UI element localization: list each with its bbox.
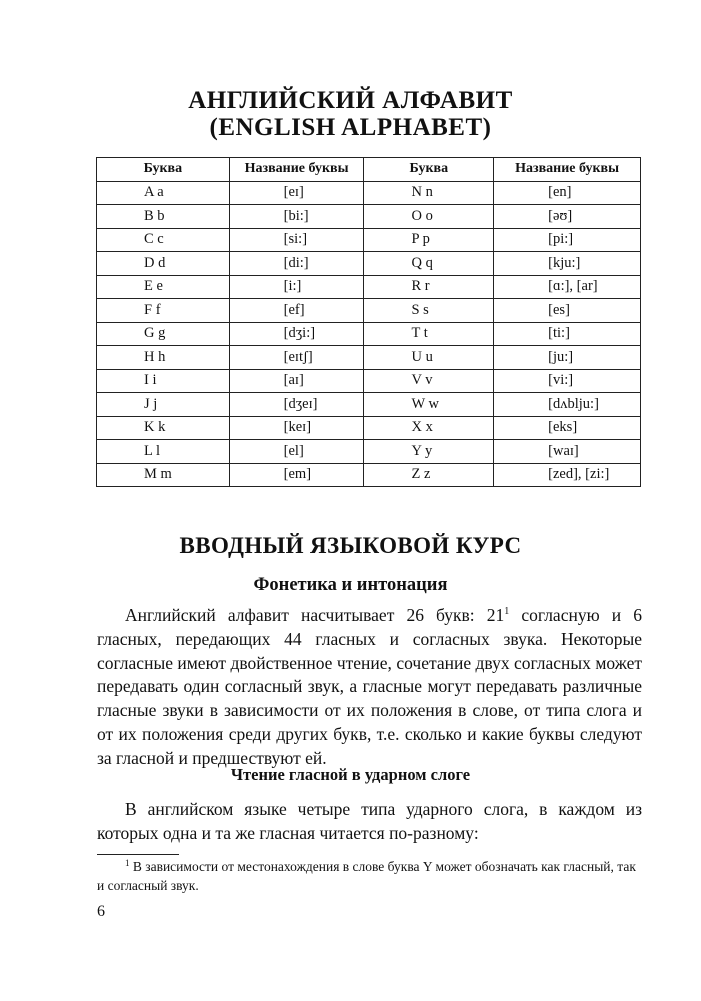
letter-cell: W w [364, 393, 494, 417]
table-header-row [97, 158, 641, 182]
alphabet-table-body [97, 181, 641, 487]
letter-name-cell: [ti:] [494, 322, 641, 346]
letter-cell: V v [364, 369, 494, 393]
letter-name-cell: [eks] [494, 416, 641, 440]
letter-name-cell: [el] [229, 440, 364, 464]
table-row [97, 228, 641, 252]
letter-name-cell: [dʒi:] [229, 322, 364, 346]
letter-name-cell: [dʌblju:] [494, 393, 641, 417]
header-name-1: Название буквы [229, 158, 364, 182]
table-row [97, 299, 641, 323]
letter-name-cell: [en] [494, 181, 641, 205]
header-letter-2: Буква [364, 158, 494, 182]
letter-cell: H h [97, 346, 230, 370]
letter-name-cell: [di:] [229, 252, 364, 276]
letter-name-cell: [ju:] [494, 346, 641, 370]
letter-name-cell: [es] [494, 299, 641, 323]
letter-cell: Z z [364, 463, 494, 487]
table-row [97, 322, 641, 346]
footnote-reference: 1 [504, 606, 510, 617]
syllable-paragraph: В английском языке четыре типа ударного слога, в каждом из которых одна и та же гласная читается по-разному: [97, 799, 642, 843]
table-row [97, 416, 641, 440]
letter-name-cell: [em] [229, 463, 364, 487]
letter-cell: O o [364, 205, 494, 229]
page-title-line-2: (ENGLISH ALPHABET) [209, 114, 492, 141]
table-row [97, 463, 641, 487]
table-row [97, 252, 641, 276]
letter-cell: G g [97, 322, 230, 346]
letter-name-cell: [eɪtʃ] [229, 346, 364, 370]
letter-cell: L l [97, 440, 230, 464]
table-row [97, 346, 641, 370]
letter-cell: U u [364, 346, 494, 370]
header-letter-1: Буква [97, 158, 230, 182]
letter-cell: P p [364, 228, 494, 252]
table-row [97, 440, 641, 464]
reading-subheading: Чтение гласной в ударном слоге [230, 765, 471, 784]
section-subheading: Фонетика и интонация [253, 575, 448, 595]
footnote-mark: 1 [125, 858, 130, 868]
letter-name-cell: [dʒeɪ] [229, 393, 364, 417]
letter-name-cell: [ɑ:], [ar] [494, 275, 641, 299]
letter-name-cell: [aɪ] [229, 369, 364, 393]
letter-cell: E e [97, 275, 230, 299]
alphabet-table [96, 157, 641, 487]
header-name-2: Название буквы [494, 158, 641, 182]
letter-name-cell: [kju:] [494, 252, 641, 276]
letter-cell: N n [364, 181, 494, 205]
letter-cell: I i [97, 369, 230, 393]
letter-name-cell: [pi:] [494, 228, 641, 252]
intro-text-start: Английский алфавит насчитывает 26 букв: 21 [125, 605, 505, 625]
letter-cell: S s [364, 299, 494, 323]
letter-name-cell: [keɪ] [229, 416, 364, 440]
footnote-divider [97, 854, 179, 855]
table-row [97, 369, 641, 393]
intro-text-end: согласную и 6 гласных, передающих 44 гласных и согласных звука. Некоторые согласные имеют двойственное чтение, сочетание двух согласных может передавать один согласный звук, а гласные могут передавать различные гласные звуки в зависимости от их положения в слове, от типа слога и от их положения среди других букв, т.е. сколько и какие буквы следуют за гласной и предшествуют ей. [97, 605, 642, 768]
table-row [97, 205, 641, 229]
letter-cell: R r [364, 275, 494, 299]
letter-name-cell: [zed], [zi:] [494, 463, 641, 487]
letter-cell: X x [364, 416, 494, 440]
footnote-text: В зависимости от местонахождения в слове буква Y может обозначать как гласный, так и согласный звук. [97, 859, 636, 893]
table-row [97, 275, 641, 299]
letter-name-cell: [vi:] [494, 369, 641, 393]
letter-cell: D d [97, 252, 230, 276]
letter-cell: Y y [364, 440, 494, 464]
letter-cell: A a [97, 181, 230, 205]
section-heading: ВВОДНЫЙ ЯЗЫКОВОЙ КУРС [179, 533, 522, 558]
table-row [97, 181, 641, 205]
letter-name-cell: [i:] [229, 275, 364, 299]
letter-cell: T t [364, 322, 494, 346]
letter-name-cell: [si:] [229, 228, 364, 252]
letter-cell: J j [97, 393, 230, 417]
letter-cell: Q q [364, 252, 494, 276]
letter-name-cell: [eɪ] [229, 181, 364, 205]
letter-name-cell: [bi:] [229, 205, 364, 229]
footnote [97, 857, 642, 895]
letter-name-cell: [waɪ] [494, 440, 641, 464]
letter-cell: K k [97, 416, 230, 440]
page-title-line-1: АНГЛИЙСКИЙ АЛФАВИТ [188, 87, 513, 114]
page-number: 6 [97, 903, 105, 920]
table-row [97, 393, 641, 417]
letter-cell: M m [97, 463, 230, 487]
letter-name-cell: [ef] [229, 299, 364, 323]
letter-cell: C c [97, 228, 230, 252]
letter-name-cell: [əʊ] [494, 205, 641, 229]
intro-paragraph [97, 604, 642, 771]
letter-cell: F f [97, 299, 230, 323]
letter-cell: B b [97, 205, 230, 229]
